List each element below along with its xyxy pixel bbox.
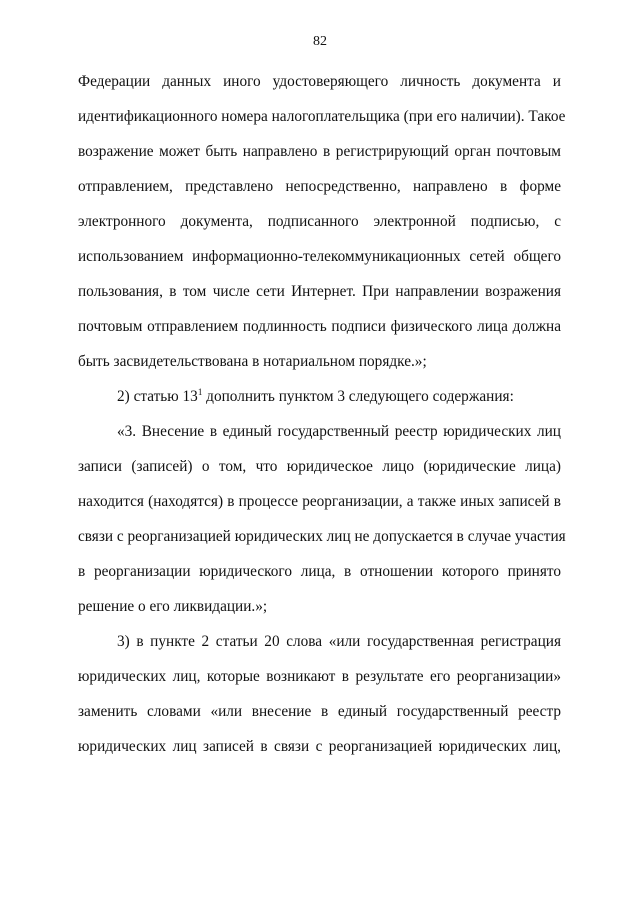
text-line-3: возражение может быть направлено в регистрирующий орган почтовым: [78, 143, 561, 160]
quote-line-2: записи (записей) о том, что юридическое лицо (юридические лица): [78, 458, 561, 475]
quote-line-1: «3. Внесение в единый государственный реестр юридических лиц: [117, 423, 561, 440]
text-line-9: быть засвидетельствована в нотариальном порядке.»;: [78, 353, 427, 370]
item-3-line-1: 3) в пункте 2 статьи 20 слова «или государственная регистрация: [117, 633, 561, 650]
item-3-line-3: заменить словами «или внесение в единый государственный реестр: [78, 703, 561, 720]
item-3-line-2: юридических лиц, которые возникают в результате его реорганизации»: [78, 668, 561, 685]
text-line-5: электронного документа, подписанного электронной подписью, с: [78, 213, 561, 230]
quote-line-6: решение о его ликвидации.»;: [78, 598, 268, 615]
text-line-2: идентификационного номера налогоплательщика (при его наличии). Такое: [78, 108, 566, 125]
quote-line-3: находится (находятся) в процессе реорганизации, а также иных записей в: [78, 493, 561, 510]
text-line-4: отправлением, представлено непосредственно, направлено в форме: [78, 178, 561, 195]
text-line-7: пользования, в том числе сети Интернет. При направлении возражения: [78, 283, 561, 300]
quote-line-5: в реорганизации юридического лица, в отношении которого принято: [78, 563, 561, 580]
item-3-line-4: юридических лиц записей в связи с реорганизацией юридических лиц,: [78, 738, 561, 755]
page-number: 82: [313, 34, 327, 49]
quote-line-4: связи с реорганизацией юридических лиц не допускается в случае участия: [78, 528, 566, 545]
text-line-6: использованием информационно-телекоммуникационных сетей общего: [78, 248, 561, 265]
text-line-1: Федерации данных иного удостоверяющего личность документа и: [78, 73, 561, 90]
text-line-8: почтовым отправлением подлинность подписи физического лица должна: [78, 318, 561, 335]
item-2-prefix: 2) статью 13: [117, 388, 198, 405]
item-2-suffix: дополнить пунктом 3 следующего содержания:: [202, 388, 514, 405]
item-2-line: [117, 388, 561, 406]
item-2-superscript: 1: [197, 387, 203, 397]
